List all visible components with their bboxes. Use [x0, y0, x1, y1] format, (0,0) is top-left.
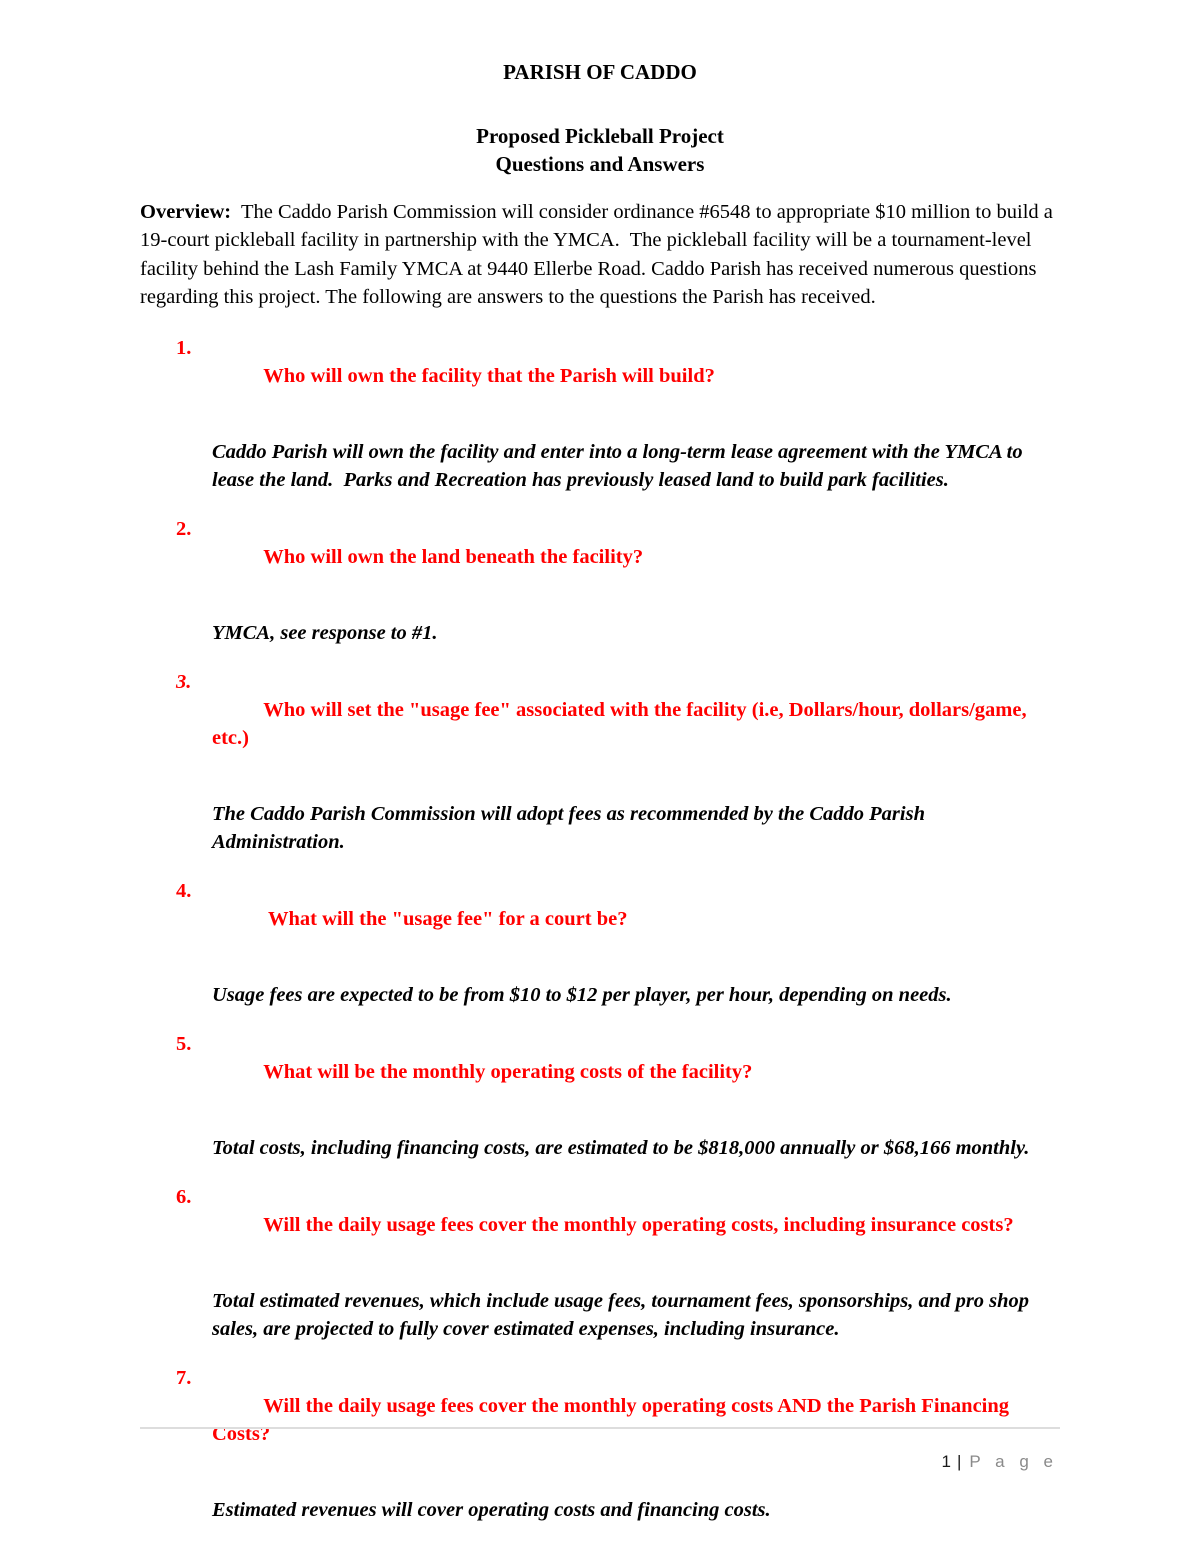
answer-4: Usage fees are expected to be from $10 to $12 per player, per hour, depending on needs.: [212, 983, 952, 1006]
subtitle-line-1: Proposed Pickleball Project: [476, 124, 724, 148]
question-1: [140, 334, 1060, 418]
answer-3: The Caddo Parish Commission will adopt fees as recommended by the Caddo Parish Administration.: [212, 802, 930, 853]
qa-item-5: [140, 1030, 1060, 1162]
question-text: Who will own the land beneath the facility?: [263, 545, 644, 568]
footer-page-number: 1: [941, 1452, 951, 1471]
answer-2: YMCA, see response to #1.: [212, 621, 438, 644]
page-subtitle: [140, 122, 1060, 178]
question-text: Who will own the facility that the Parish will build?: [263, 364, 715, 387]
answer-5: Total costs, including financing costs, are estimated to be $818,000 annually or $68,166 monthly.: [212, 1136, 1030, 1159]
question-number: 4.: [176, 879, 192, 902]
overview-paragraph: [140, 198, 1060, 312]
footer-page-label: P a g e: [969, 1452, 1058, 1471]
question-6: [140, 1183, 1060, 1267]
page-title: PARISH OF CADDO: [503, 60, 697, 84]
question-number: 6.: [176, 1185, 192, 1208]
question-7: [140, 1364, 1060, 1476]
qa-item-2: [140, 515, 1060, 647]
question-3: [140, 668, 1060, 780]
question-5: [140, 1030, 1060, 1114]
question-number: 3.: [176, 670, 192, 693]
answer-6: Total estimated revenues, which include usage fees, tournament fees, sponsorships, and pro shop sales, are projected to fully cover estimated expenses, including insurance.: [212, 1289, 1035, 1340]
question-number: 1.: [176, 336, 192, 359]
footer-separator: |: [957, 1452, 962, 1471]
question-number: 5.: [176, 1032, 192, 1055]
question-text: What will be the monthly operating costs of the facility?: [263, 1060, 753, 1083]
qa-item-7: [140, 1364, 1060, 1524]
page-footer: [942, 1452, 1058, 1472]
question-4: [140, 877, 1060, 961]
answer-7: Estimated revenues will cover operating costs and financing costs.: [212, 1498, 771, 1521]
question-text: Who will set the "usage fee" associated with the facility (i.e, Dollars/hour, dollars/game, etc.): [212, 698, 1032, 749]
question-number: 7.: [176, 1366, 192, 1389]
footer-divider: [140, 1427, 1060, 1429]
overview-label: Overview:: [140, 201, 232, 223]
qa-item-1: [140, 334, 1060, 494]
qa-item-6: [140, 1183, 1060, 1343]
answer-1: Caddo Parish will own the facility and enter into a long-term lease agreement with the YMCA to lease the land. Parks and Recreation has previously leased land to build park facilities.: [212, 440, 1028, 491]
overview-text: The Caddo Parish Commission will consider ordinance #6548 to appropriate $10 million to build a 19-court pickleball facility in partnership with the YMCA. The pickleball facility will be a tournament-level facility behind the Lash Family YMCA at 9440 Ellerbe Road. Caddo Parish has received numerous questions regarding this project. The following are answers to the questions the Parish has received.: [140, 201, 1058, 309]
qa-item-4: [140, 877, 1060, 1009]
question-text: Will the daily usage fees cover the monthly operating costs AND the Parish Financing Costs?: [212, 1394, 1015, 1445]
question-number: 2.: [176, 517, 192, 540]
subtitle-line-2: Questions and Answers: [495, 152, 705, 176]
question-text: What will the "usage fee" for a court be?: [263, 907, 628, 930]
qa-list: [140, 334, 1060, 1524]
question-text: Will the daily usage fees cover the monthly operating costs, including insurance costs?: [263, 1213, 1014, 1236]
question-2: [140, 515, 1060, 599]
qa-item-3: [140, 668, 1060, 856]
